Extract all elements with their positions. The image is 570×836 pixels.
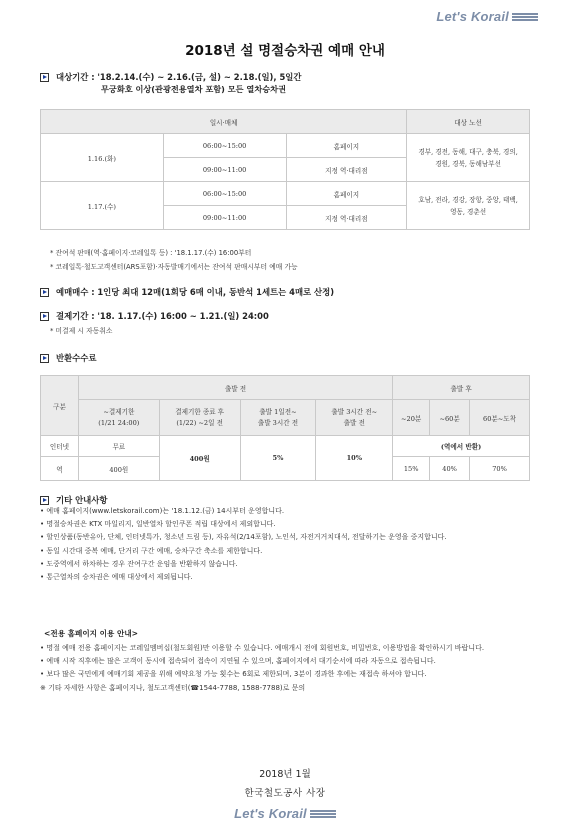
col-three-hours-text: 출발 3시간 전~ 출발 전 bbox=[331, 407, 378, 427]
medium-cell: 지정 역·대리점 bbox=[286, 206, 407, 230]
station-fee-20min: 15% bbox=[393, 457, 430, 481]
time-cell: 06:00~15:00 bbox=[163, 134, 286, 158]
page-title: 2018년 설 명절승차권 예매 안내 bbox=[185, 43, 385, 59]
merged-fee-2: 5% bbox=[240, 436, 316, 481]
internet-deadline-fee: 무료 bbox=[78, 436, 159, 457]
remaining-seat-note: * 잔여석 판매(역·홈페이지·코레일톡 등) : '18.1.17.(수) 16:00부터 bbox=[50, 249, 252, 257]
footer-logo-text: Let's Korail bbox=[234, 806, 307, 821]
arrow-box-icon bbox=[40, 312, 49, 321]
col-deadline bbox=[78, 400, 159, 436]
date-cell: 1.16.(화) bbox=[41, 134, 164, 182]
header-before: 출발 전 bbox=[78, 376, 392, 400]
logo-text: Let's Korail bbox=[436, 9, 509, 24]
header-after: 출발 후 bbox=[393, 376, 530, 400]
korail-talk-note: * 코레일톡·철도고객센터(ARS포함)·자동발매기에서는 잔여석 판매시부터 예매 가능 bbox=[50, 263, 298, 271]
col-deadline-text: ~결제기한 (1/21 24:00) bbox=[98, 407, 140, 427]
header-datetime: 일시·매체 bbox=[41, 110, 407, 134]
header-routes: 대상 노선 bbox=[407, 110, 530, 134]
other-list bbox=[40, 505, 525, 584]
limit-section bbox=[40, 286, 334, 298]
list-item: ※ 기타 자세한 사항은 홈페이지나, 철도고객센터(☎1544-7788, 1588-7788)로 문의 bbox=[40, 683, 306, 692]
limit-text: 1인당 최대 12매(1회당 6매 이내, 동반석 1세트는 4매로 산정) bbox=[97, 287, 335, 297]
payment-label: 결제기간 : bbox=[56, 311, 95, 321]
station-fee-60min: 40% bbox=[430, 457, 470, 481]
station-fee-arrival: 70% bbox=[470, 457, 530, 481]
schedule-table bbox=[40, 109, 530, 230]
refund-table bbox=[40, 375, 530, 481]
list-item: • 할인상품(동반유아, 단체, 인터넷특가, 청소년 드림 등), 자유석(2/14포함), 노인석, 자전거거치대석, 전달하기는 운영을 중지합니다. bbox=[40, 533, 447, 542]
list-item: • 통근열차의 승차권은 예매 대상에서 제외됩니다. bbox=[40, 573, 193, 582]
list-item: • 보다 많은 국민에게 예매기회 제공을 위해 예약요청 가능 횟수는 6회로 제한되며, 3분이 경과한 후에는 재접속 하셔야 합니다. bbox=[40, 670, 427, 679]
merged-fee-3: 10% bbox=[316, 436, 393, 481]
row-station-label: 역 bbox=[41, 457, 79, 481]
time-cell: 09:00~11:00 bbox=[163, 206, 286, 230]
period-section bbox=[40, 71, 301, 83]
footer-org: 한국철도공사 사장 bbox=[244, 788, 326, 799]
station-deadline-fee: 400원 bbox=[78, 457, 159, 481]
list-item: • 명절 예매 전용 홈페이지는 코레일멤버십(철도회원)만 이용할 수 있습니다. 예매개시 전에 회원번호, 비밀번호, 이용방법을 확인하시기 바랍니다. bbox=[40, 644, 485, 652]
payment-text: '18. 1.17.(수) 16:00 ~ 1.21.(일) 24:00 bbox=[97, 311, 269, 321]
other-label: 기타 안내사항 bbox=[56, 495, 108, 505]
merged-fee-1: 400원 bbox=[159, 436, 240, 481]
col-arrival: 60분~도착 bbox=[470, 400, 530, 436]
refund-label: 반환수수료 bbox=[56, 353, 97, 363]
routes-cell: 경부, 경전, 동해, 대구, 충북, 경의, 경원, 경북, 동해남부선 bbox=[407, 134, 530, 182]
arrow-box-icon bbox=[40, 288, 49, 297]
footer-date: 2018년 1월 bbox=[259, 769, 311, 780]
list-item: • 도중역에서 하차하는 경우 잔여구간 운임을 반환하지 않습니다. bbox=[40, 559, 238, 568]
homepage-label: <전용 홈페이지 이용 안내> bbox=[44, 629, 139, 638]
col-one-day-text: 출발 1일전~ 출발 3시간 전 bbox=[257, 407, 299, 427]
arrow-box-icon bbox=[40, 73, 49, 82]
period-label: 대상기간 : bbox=[56, 72, 95, 82]
logo-bars-icon bbox=[512, 13, 538, 22]
homepage-list bbox=[40, 642, 530, 695]
limit-label: 예매매수 : bbox=[56, 287, 95, 297]
time-cell: 09:00~11:00 bbox=[163, 158, 286, 182]
medium-cell: 홈페이지 bbox=[286, 182, 407, 206]
period-line2: 무궁화호 이상(관광전용열차 포함) 모든 열차승차권 bbox=[101, 84, 286, 94]
internet-after-note: (역에서 반환) bbox=[393, 436, 530, 457]
list-item: • 동일 시간대 중복 예매, 단거리 구간 예매, 승차구간 축소를 제한합니다. bbox=[40, 546, 263, 555]
period-line1: '18.2.14.(수) ~ 2.16.(금, 설) ~ 2.18.(일), 5일간 bbox=[97, 72, 302, 82]
korail-logo bbox=[436, 9, 538, 24]
col-one-day bbox=[240, 400, 316, 436]
date-cell: 1.17.(수) bbox=[41, 182, 164, 230]
col-three-hours bbox=[316, 400, 393, 436]
routes-cell: 호남, 전라, 경강, 장항, 중앙, 태백, 영동, 경춘선 bbox=[407, 182, 530, 230]
medium-cell: 지정 역·대리점 bbox=[286, 158, 407, 182]
payment-note: * 미결제 시 자동취소 bbox=[50, 327, 113, 335]
footer-logo-bars-icon bbox=[310, 810, 336, 819]
arrow-box-icon bbox=[40, 496, 49, 505]
list-item: • 예매 시작 직후에는 많은 고객이 동시에 접속되어 접속이 지연될 수 있으며, 홈페이지에서 대기순서에 따라 자동으로 접속됩니다. bbox=[40, 657, 436, 666]
col-after-deadline-text: 결제기한 종료 후 (1/22) ~2일 전 bbox=[175, 407, 225, 427]
refund-section bbox=[40, 352, 96, 364]
col-after-deadline bbox=[159, 400, 240, 436]
time-cell: 06:00~15:00 bbox=[163, 182, 286, 206]
payment-section bbox=[40, 310, 269, 322]
korail-footer-logo bbox=[0, 806, 570, 821]
row-internet-label: 인터넷 bbox=[41, 436, 79, 457]
medium-cell: 홈페이지 bbox=[286, 134, 407, 158]
list-item: • 예매 홈페이지(www.letskorail.com)는 '18.1.12.(금) 14시부터 운영합니다. bbox=[40, 507, 285, 515]
arrow-box-icon bbox=[40, 354, 49, 363]
col-60min: ~60분 bbox=[430, 400, 470, 436]
header-category: 구분 bbox=[41, 376, 79, 436]
col-20min: ~20분 bbox=[393, 400, 430, 436]
list-item: • 명절승차권은 KTX 마일리지, 일반열차 할인쿠폰 적립 대상에서 제외합니다. bbox=[40, 520, 276, 529]
